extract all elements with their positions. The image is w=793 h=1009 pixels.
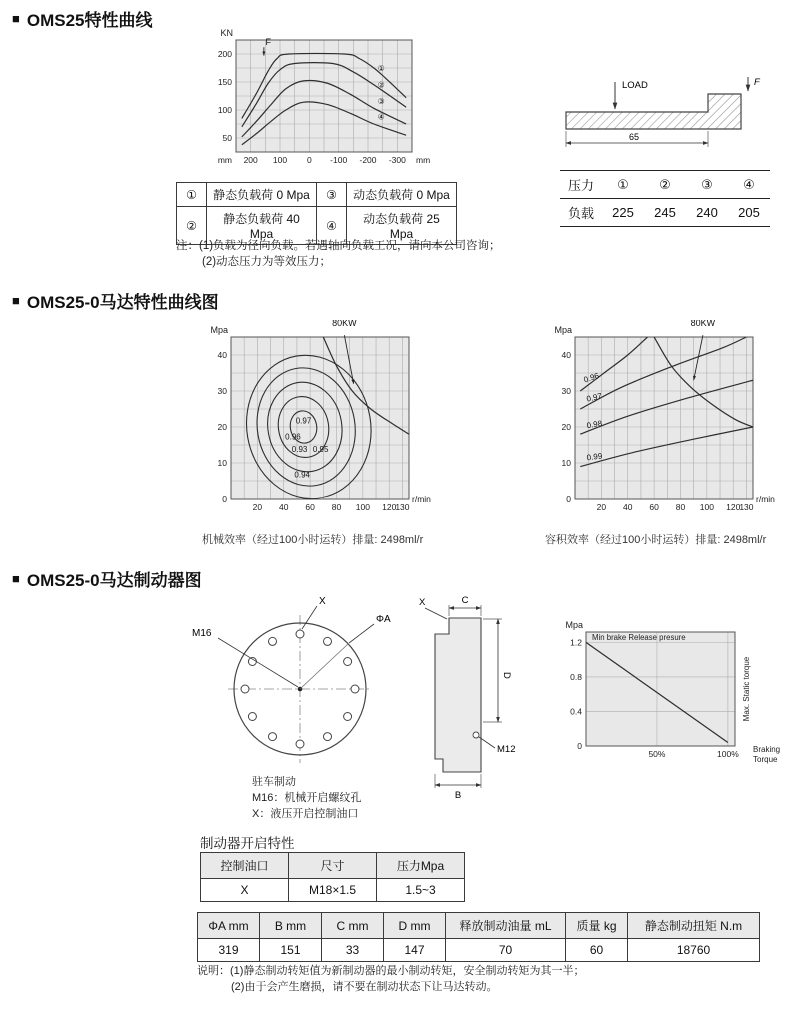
table-cell: 147 xyxy=(384,939,446,962)
table-cell: 动态负载荷 25 Mpa xyxy=(347,207,457,245)
svg-text:0.93: 0.93 xyxy=(291,445,308,455)
table-header-cell: D mm xyxy=(384,913,446,939)
svg-text:0.95: 0.95 xyxy=(312,445,329,455)
svg-text:40: 40 xyxy=(561,350,571,360)
section3-header xyxy=(12,566,202,591)
brake-dimension-table xyxy=(197,912,760,962)
svg-text:120: 120 xyxy=(382,502,397,512)
svg-text:-100: -100 xyxy=(330,155,348,165)
table-cell: 负载 xyxy=(567,206,594,221)
m12-label: M12 xyxy=(497,744,516,755)
table-cell: 240 xyxy=(696,205,718,220)
svg-text:-200: -200 xyxy=(359,155,377,165)
table-header-cell: B mm xyxy=(260,913,322,939)
svg-text:100: 100 xyxy=(217,105,232,115)
x-port-label: X xyxy=(319,596,326,607)
table-header-cell: 尺寸 xyxy=(289,853,377,879)
svg-text:0: 0 xyxy=(306,155,312,165)
table-row xyxy=(201,879,465,902)
table-header-cell: 压力Mpa xyxy=(377,853,465,879)
svg-text:KN: KN xyxy=(220,28,233,38)
table-cell: 225 xyxy=(612,205,634,220)
svg-text:10: 10 xyxy=(561,458,571,468)
svg-text:Braking: Braking xyxy=(753,745,781,754)
table-cell: 245 xyxy=(654,205,676,220)
c-dim-label: C xyxy=(461,595,469,606)
svg-text:0.99: 0.99 xyxy=(586,451,603,463)
table-cell: ④ xyxy=(743,176,755,192)
table-cell: ② xyxy=(659,176,671,192)
force-f-label: F xyxy=(754,77,760,88)
table-cell: 1.5~3 xyxy=(377,879,465,902)
pressure-load-table xyxy=(560,170,770,227)
svg-text:Mpa: Mpa xyxy=(554,325,572,335)
svg-text:Max. Static torque: Max. Static torque xyxy=(742,656,751,722)
svg-text:mm: mm xyxy=(217,155,232,165)
svg-text:0.98: 0.98 xyxy=(585,418,603,431)
section-bullet-icon: ■ xyxy=(12,293,20,308)
note-line-2: (2)动态压力为等效压力； xyxy=(202,256,332,268)
svg-text:Mpa: Mpa xyxy=(210,325,228,335)
svg-text:30: 30 xyxy=(561,386,571,396)
svg-text:60: 60 xyxy=(305,502,315,512)
svg-text:Mpa: Mpa xyxy=(565,620,583,630)
note-line-1: 说明：(1)静态制动转矩值为新制动器的最小制动转矩，安全制动转矩为其一半； xyxy=(197,965,585,977)
svg-text:20: 20 xyxy=(561,422,571,432)
svg-text:150: 150 xyxy=(217,77,232,87)
svg-text:20: 20 xyxy=(217,422,227,432)
svg-text:200: 200 xyxy=(217,49,232,59)
axial-load-figure xyxy=(558,74,773,164)
svg-text:0: 0 xyxy=(222,494,227,504)
svg-text:mm: mm xyxy=(416,155,431,165)
table-header-cell: 释放制动油量 mL xyxy=(446,913,566,939)
svg-text:Min brake Release presur: Min brake Release presure xyxy=(592,633,686,642)
table-cell: 60 xyxy=(566,939,628,962)
x-leader-line xyxy=(425,608,447,619)
volumetric-efficiency-caption: 容积效率（经过100小时运转）排量: 2498ml/r xyxy=(545,534,767,546)
brake-open-table xyxy=(200,852,465,902)
svg-text:①: ① xyxy=(377,63,385,73)
table-row xyxy=(177,183,457,207)
svg-text:Torque: Torque xyxy=(753,755,778,764)
svg-text:0: 0 xyxy=(577,741,582,751)
svg-text:80KW: 80KW xyxy=(332,320,357,329)
table-cell: 319 xyxy=(198,939,260,962)
table-row xyxy=(198,939,760,962)
m16-label: M16 xyxy=(192,628,212,639)
svg-text:0: 0 xyxy=(566,494,571,504)
svg-text:1.2: 1.2 xyxy=(570,637,582,648)
flange-note-2: M16：机械开启螺纹孔 xyxy=(252,792,362,804)
table-cell: ① xyxy=(617,176,629,192)
load-legend-table xyxy=(176,182,457,245)
svg-text:r/min: r/min xyxy=(756,494,775,504)
load-bar-shape xyxy=(566,94,741,129)
section2-title: OMS25-0马达特性曲线图 xyxy=(26,293,219,312)
phiA-label: ΦA xyxy=(376,614,391,625)
m12-hole xyxy=(473,732,479,738)
svg-text:-300: -300 xyxy=(388,155,406,165)
section2-header xyxy=(12,288,219,313)
radial-load-chart xyxy=(206,26,440,183)
svg-text:80KW: 80KW xyxy=(690,320,716,329)
table-cell: 动态负载荷 0 Mpa xyxy=(347,183,457,207)
svg-text:0.97: 0.97 xyxy=(295,416,312,426)
svg-text:200: 200 xyxy=(243,155,258,165)
svg-text:④: ④ xyxy=(377,112,385,122)
table-cell: 压力 xyxy=(567,178,594,193)
table-cell: M18×1.5 xyxy=(289,879,377,902)
note-line-2: (2)由于会产生磨损，请不要在制动状态下让马达转动。 xyxy=(231,981,498,993)
brake-flange-front-view xyxy=(188,592,418,785)
side-profile-shape xyxy=(435,618,481,772)
x-port-leader-line xyxy=(302,606,317,629)
brake-open-title: 制动器开启特性 xyxy=(200,836,295,851)
svg-text:0.94: 0.94 xyxy=(294,470,310,480)
table-cell: 151 xyxy=(260,939,322,962)
table-header-cell: 静态制动扭矩 N.m xyxy=(628,913,760,939)
svg-text:120: 120 xyxy=(726,502,741,512)
volumetric-efficiency-chart xyxy=(548,320,785,531)
flange-note-3: X：液压开启控制油口 xyxy=(252,808,359,820)
svg-text:0.4: 0.4 xyxy=(570,706,582,717)
svg-text:80: 80 xyxy=(675,502,686,512)
svg-text:20: 20 xyxy=(596,502,607,512)
svg-text:130: 130 xyxy=(739,502,754,512)
svg-text:100: 100 xyxy=(355,502,370,512)
diameter-pointer-line xyxy=(300,644,348,689)
x-label: X xyxy=(419,597,426,608)
table-header-cell: 控制油口 xyxy=(201,853,289,879)
mechanical-efficiency-caption: 机械效率（经过100小时运转）排量: 2498ml/r xyxy=(202,534,424,546)
section1-note xyxy=(176,238,501,270)
table-cell: 205 xyxy=(738,205,760,220)
svg-text:40: 40 xyxy=(623,502,633,512)
svg-text:F: F xyxy=(265,37,272,48)
svg-text:40: 40 xyxy=(217,350,227,360)
svg-text:0.96: 0.96 xyxy=(285,432,301,442)
svg-text:50%: 50% xyxy=(648,749,666,759)
svg-text:10: 10 xyxy=(217,458,227,468)
section-bullet-icon: ■ xyxy=(12,571,20,586)
flange-note-1: 驻车制动 xyxy=(252,776,296,788)
flange-notes xyxy=(252,774,361,822)
section1-title: OMS25特性曲线 xyxy=(26,11,153,30)
brake-release-pressure-chart xyxy=(550,612,787,781)
svg-text:60: 60 xyxy=(649,502,659,512)
svg-text:30: 30 xyxy=(217,386,227,396)
svg-text:③: ③ xyxy=(377,96,385,106)
svg-text:20: 20 xyxy=(252,502,263,512)
section1-header xyxy=(12,6,153,31)
table-cell: 静态负载荷 40 Mpa xyxy=(207,207,317,245)
svg-text:0.96: 0.96 xyxy=(582,371,601,385)
svg-text:50: 50 xyxy=(222,133,232,143)
table-row xyxy=(560,199,770,227)
section3-title: OMS25-0马达制动器图 xyxy=(26,571,202,590)
section3-notes xyxy=(197,963,584,995)
table-cell: ③ xyxy=(701,176,713,192)
table-cell: 静态负载荷 0 Mpa xyxy=(207,183,317,207)
m16-leader-line xyxy=(218,638,298,687)
b-dim-label: B xyxy=(454,790,462,801)
brake-side-view xyxy=(405,592,530,807)
svg-text:100: 100 xyxy=(699,502,714,512)
table-cell: 18760 xyxy=(628,939,760,962)
table-row xyxy=(560,171,770,199)
table-header-cell: C mm xyxy=(322,913,384,939)
svg-text:80: 80 xyxy=(331,502,342,512)
note-line-1: 注：(1)负载为径向负载。若遇轴向负载工况，请向本公司咨询； xyxy=(176,240,501,252)
phiA-leader-line xyxy=(349,624,374,643)
section-bullet-icon: ■ xyxy=(12,11,20,26)
mechanical-efficiency-chart xyxy=(204,320,441,531)
svg-text:r/min: r/min xyxy=(412,494,431,504)
table-header-cell: 质量 kg xyxy=(566,913,628,939)
svg-text:100%: 100% xyxy=(717,749,739,759)
table-cell: ③ xyxy=(317,183,347,207)
svg-text:②: ② xyxy=(377,80,385,90)
svg-text:0.8: 0.8 xyxy=(570,671,582,682)
table-cell: X xyxy=(201,879,289,902)
d-dim-label: D xyxy=(501,672,512,679)
table-cell: 70 xyxy=(446,939,566,962)
svg-text:130: 130 xyxy=(395,502,410,512)
span-dimension-label: 65 xyxy=(628,132,640,142)
svg-text:100: 100 xyxy=(272,155,288,165)
table-cell: ④ xyxy=(317,207,347,245)
table-cell: ② xyxy=(177,207,207,245)
load-label: LOAD xyxy=(622,80,648,91)
table-header-cell: ΦA mm xyxy=(198,913,260,939)
table-cell: 33 xyxy=(322,939,384,962)
svg-text:0.97: 0.97 xyxy=(585,391,603,404)
svg-text:40: 40 xyxy=(279,502,289,512)
table-cell: ① xyxy=(177,183,207,207)
